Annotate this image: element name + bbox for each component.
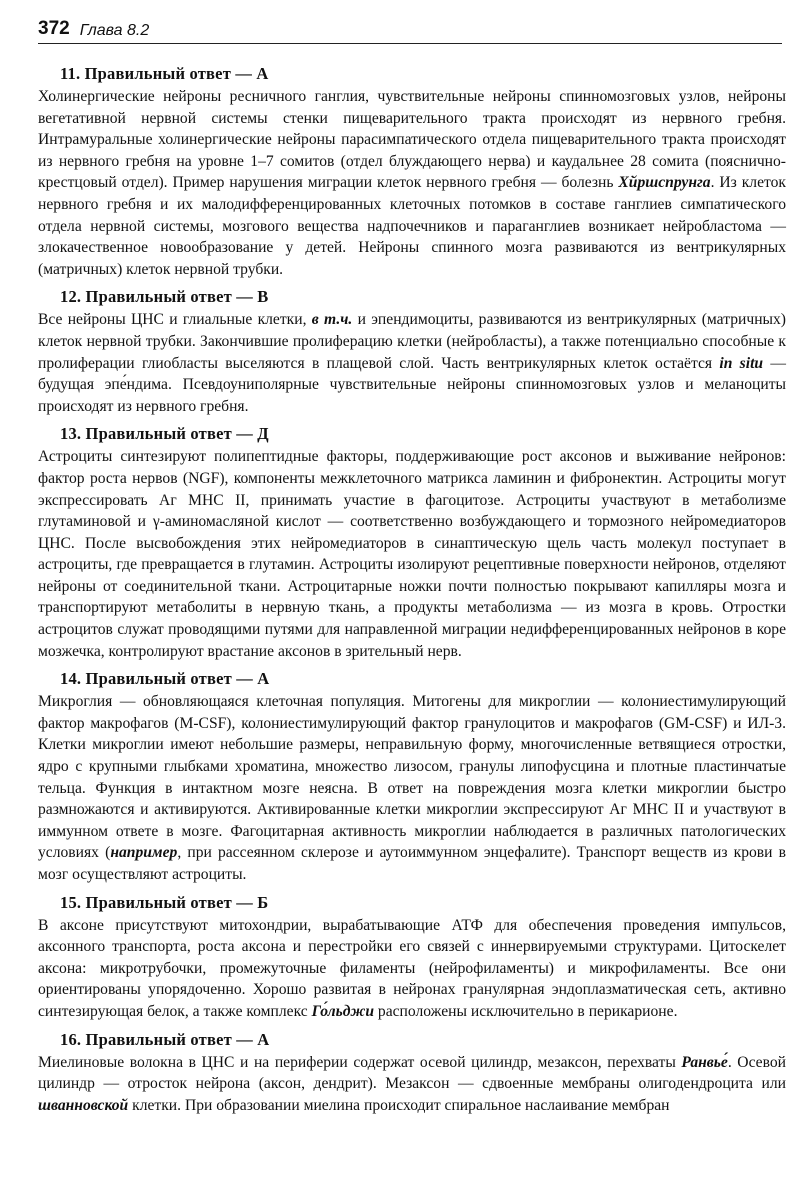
emphasized-term: Го́льджи bbox=[311, 1002, 375, 1020]
text-run: Миелиновые волокна в ЦНС и на периферии содержат осевой цилиндр, мезаксон, перехваты bbox=[38, 1053, 682, 1071]
answer-text bbox=[38, 691, 786, 885]
answer-text bbox=[38, 309, 786, 417]
answer-text bbox=[38, 1052, 786, 1117]
answer-title: 11. Правильный ответ — А bbox=[60, 64, 269, 83]
text-run: . Из клеток нервного гребня и их малодифференцированных клеточных потомков в составе ганглиев симпатического отдела нервной системы, мозгового вещества надпочечников и параганглиев возникает нейробластома — злокачественное новообразование у детей. Нейроны спинного мозга развиваются из вентрикулярных (матричных) клеток нервной трубки. bbox=[38, 174, 786, 278]
text-run: . Осевой цилиндр — отросток нейрона (аксон, дендрит). Мезаксон — сдвоенные мембраны олигодендроцита или bbox=[38, 1053, 787, 1093]
answer-block bbox=[38, 892, 786, 1023]
page-number: 372 bbox=[38, 18, 70, 39]
answer-block bbox=[38, 1029, 786, 1117]
emphasized-term: Ранвье́ bbox=[681, 1053, 728, 1071]
text-run: — будущая эпе́ндима. Псевдоуниполярные чувствительные нейроны спинномозговых узлов и меланоциты происходят из нервного гребня. bbox=[38, 354, 787, 415]
text-run: Все нейроны ЦНС и глиальные клетки, bbox=[38, 311, 312, 329]
answers-section bbox=[38, 63, 786, 1122]
answer-title: 15. Правильный ответ — Б bbox=[60, 892, 269, 912]
text-run: Микроглия — обновляющаяся клеточная популяция. Митогены для микроглии — колониестимулирующий фактор макрофагов (M-CSF), колониестимулирующий фактор гранулоцитов и макрофагов (GM-CSF) и ИЛ-3. Клетки микроглии имеют небольшие размеры, неправильную форму, многочисленные ветвящиеся отростки, ядро с крупными глыбками хроматина, множество лизосом, гранулы липофусцина и плотные пластинчатые тельца. Функция в интактном мозге неясна. В ответ на повреждения мозга клетки микроглии быстро размножаются и активируются. Активированные клетки микроглии экспрессируют Аг MHC II и участвуют в иммунном ответе в мозге. Фагоцитарная активность микроглии наблюдается в различных патологических условиях ( bbox=[38, 693, 786, 862]
emphasized-term: in situ bbox=[719, 354, 764, 372]
emphasized-term: в т.ч. bbox=[311, 311, 353, 329]
answer-text bbox=[38, 86, 786, 280]
emphasized-term: Хйршспрунга bbox=[618, 174, 711, 192]
text-run: клетки. При образовании миелина происходит спиральное наслаивание мембран bbox=[128, 1096, 670, 1114]
page-header bbox=[38, 14, 782, 44]
text-run: и эпендимоциты, развиваются из вентрикулярных (матричных) клеток нервной трубки. Закончившие пролиферацию клетки (нейробласты), а также потенциально способные к пролиферации глиобласты выселяются в плащевой слой. Часть вентрикулярных клеток остаётся bbox=[38, 311, 786, 372]
text-run: В аксоне присутствуют митохондрии, вырабатывающие АТФ для обеспечения проведения импульсов, аксонного транспорта, роста аксона и перестройки его связей с иннервируемыми структурами. Цитоскелет аксона: микротрубочки, промежуточные филаменты (нейрофиламенты) и микрофиламенты. Все они ориентированы упорядоченно. Хорошо развитая в нейронах гранулярная эндоплазматическая сеть, активно синтезирующая белок, а также комплекс bbox=[38, 916, 786, 1020]
answer-title: 13. Правильный ответ — Д bbox=[60, 424, 269, 444]
text-run: Холинергические нейроны ресничного ганглия, чувствительные нейроны спинномозговых узлов, нейроны вегетативной нервной системы стенки пищеварительного тракта происходят из нервного гребня. Интрамуральные холинергические нейроны парасимпатического отдела пищеварительного тракта происходят из нервного гребня на уровне 1–7 сомитов (отдел блуждающего нерва) и каудальнее 28 сомита (пояснично-крестцовый отдел). Пример нарушения миграции клеток нервного гребня — болезнь bbox=[38, 88, 786, 192]
chapter-title: Глава 8.2 bbox=[79, 22, 150, 39]
emphasized-term: например bbox=[110, 844, 178, 862]
answer-text bbox=[38, 446, 786, 662]
answer-title: 16. Правильный ответ — А bbox=[60, 1029, 270, 1049]
answer-text bbox=[38, 915, 786, 1023]
answer-block bbox=[38, 63, 786, 280]
text-run: расположены исключительно в перикарионе. bbox=[374, 1002, 678, 1020]
text-run: Астроциты синтезируют полипептидные факторы, поддерживающие рост аксонов и выживание нейронов: фактор роста нервов (NGF), компоненты межклеточного матрикса ламинин и фибронектин. Астроциты могут экспрессировать Аг MHC II, принимать участие в фагоцитозе. Астроциты участвуют в метаболизме глутаминовой и γ-аминомасляной кислот — соответственно возбуждающего и тормозного нейромедиаторов ЦНС. После высвобождения этих нейромедиаторов в синаптическую щель часть молекул поступает в астроциты, где превращается в глутамин. Астроциты изолируют рецептивные поверхности нейронов, отделяют нейроны от соединительной ткани. Астроцитарные ножки почти полностью покрывают капилляры мозга и транспортируют метаболиты в нервную ткань, а продукты метаболизма — из мозга в кровь. Отростки астроцитов служат проводящими путями для направленной миграции недифференцированных нейронов в коре мозжечка, контролируют врастание аксонов в зрительный нерв. bbox=[38, 448, 786, 660]
answer-block bbox=[38, 423, 786, 662]
answer-title: 12. Правильный ответ — В bbox=[60, 287, 269, 307]
emphasized-term: шванновской bbox=[38, 1096, 129, 1114]
answer-block bbox=[38, 668, 786, 885]
answer-title: 14. Правильный ответ — А bbox=[60, 669, 270, 689]
text-run: , при рассеянном склерозе и аутоиммунном энцефалите). Транспорт веществ из крови в мозг осуществляют астроциты. bbox=[38, 844, 786, 883]
answer-block bbox=[38, 286, 786, 417]
